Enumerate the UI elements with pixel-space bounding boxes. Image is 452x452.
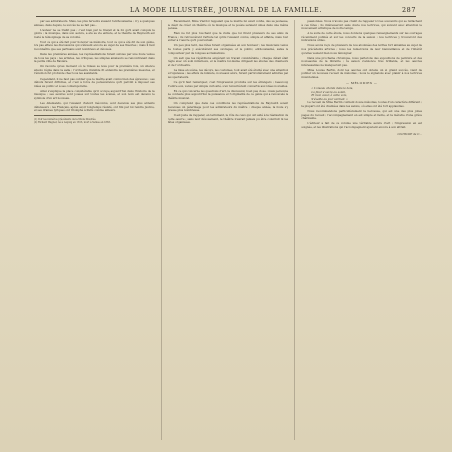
section-subheading: — MÉLODIES — <box>345 80 378 85</box>
paragraph: Nous avons reçu de plusieurs de nos abonnées des lettres fort aimables au sujet de nos précédents articles ; nous les remercions de leur bienveillance et de l'intérêt qu'elles veulent bien nous témoigner. <box>301 43 423 55</box>
page-number: 287 <box>402 6 416 14</box>
header-rule <box>36 16 416 17</box>
poem-line: La fleur s'ouvre au soleil, <box>311 89 346 94</box>
poem-line: S'éveille au jour vermeil. » <box>311 96 348 101</box>
paragraph: par ses admirateurs. Mais, les plus fervents avaient l'enthousiasme ; il y a quelques années, dans depuis, le succès ne se fait pas... <box>34 20 155 27</box>
paragraph: Tout ce qui a été fait pour honorer sa mémoire, tout ce qui a été dit de son génie, n'a pas effacé les discussions qui s'élèvent encore au sujet de ses théories ; mais il faut reconnaître que ses partisans sont nombreux et dévoués. <box>34 39 155 52</box>
paragraph: En ce qui concerne les questions d'art, la discussion n'est pas close ; mais personne ne conteste plus aujourd'hui la puissance et l'originalité de ce génie qui a renouvelé le théâtre musical. <box>167 88 289 100</box>
middle-column <box>168 20 289 440</box>
right-column <box>301 20 422 440</box>
footnote: (2) Richard Wagner, né à Leipzig en 1813, mort à Venise en 1883. <box>34 120 111 124</box>
paragraph: Un peu plus tard, des fêtes furent organisées en son honneur ; les musiciens venus de toutes parts y exécutèrent ses ouvrages, et le public, enthousiasmé, salua le compositeur par de longues acclamations. <box>167 43 289 55</box>
running-title: LA MODE ILLUSTRÉE, JOURNAL DE LA FAMILLE. <box>130 6 322 14</box>
paragraph: L'auteur ne se trahit pas ; c'est bien par le travail et la foi qu'il avait conquis la gloire ; la musique, dans son œuvre, a été sa vie entière, et le théâtre de Bayreuth est resté le témoignage de sa volonté. <box>34 27 155 39</box>
paragraph: L'éditeur a fait de ce volume une véritable œuvre d'art ; l'impression en est soignée, et les illustrations qui l'accompagnent ajoutent encore à son attrait. <box>301 121 423 129</box>
poem-line: Et mon cœur, à cette voix, <box>311 93 348 98</box>
paragraph: passionnés. Nous n'avons pas craint de rappeler ici les souvenirs qui se rattachent à ces fêtes ; ils intéresseront sans doute nos lectrices, qui suivent avec attention le mouvement artistique de notre temps. <box>301 20 423 31</box>
author-signoff: CLOTILDE de C… <box>397 132 423 137</box>
paragraph: La mise en scène, les décors, les costumes, tout avait été étudié avec une attention scrupuleuse ; les effets de lumière, nouveaux alors, furent particulièrement admirés par les spectateurs. <box>167 67 289 80</box>
paragraph: Ce qu'il faut remarquer, c'est l'impression produite sur les étrangers ; beaucoup d'entre eux, venus par simple curiosité, s'en retournèrent convertis aux idées nouvelles. <box>167 80 289 88</box>
left-column <box>34 20 155 440</box>
paragraph: On comprend que dans ces conditions les représentations de Bayreuth soient devenues un pèlerinage pour les admirateurs du maître ; chaque année, la foule s'y presse plus nombreuse. <box>167 101 289 113</box>
paragraph: Mme Louise Bertin, dont les œuvres ont obtenu un si grand succès, vient de publier un nouveau recueil de mélodies ; nous le signalons avec plaisir à nos lectrices musiciennes. <box>301 67 423 80</box>
paragraph: Récemment, Mme Viardot rappelait que le maître lui avait confié, dès sa jeunesse, le désir de créer un théâtre où la musique et la poésie seraient unies dans une même pensée. <box>167 20 289 31</box>
paragraph: Ainsi s'explique la place considérable qu'il occupe aujourd'hui dans l'histoire de la musique ; ses œuvres sont jouées sur toutes les scènes, et son nom est devenu le symbole d'un art nouveau. <box>34 88 155 100</box>
paragraph: Il est juste de rappeler, en terminant, le rôle de ceux qui ont aidé à la réalisation de cette œuvre ; sans leur dévouement, le théâtre n'aurait jamais pu être construit ni les fêtes organisées. <box>167 113 289 125</box>
paragraph: On raconte qu'au moment où le rideau se leva pour la première fois, un silence absolu régna dans la salle ; l'orchestre invisible fit entendre les premières mesures, et l'émotion fut profonde chez tous les assistants. <box>34 64 155 76</box>
poem-line: « L'oiseau chante dans le bois, <box>311 86 354 91</box>
footnote-rule <box>34 115 82 116</box>
paragraph: Les Allemands, qui l'avaient d'abord méconnu, sont devenus ses plus ardents défenseurs ; les Français, après avoir longtemps résisté, ont fini par lui rendre justice, et ses drames lyriques ont triomphé à Paris comme ailleurs. <box>34 101 155 113</box>
paragraph: Nous recommandons particulièrement la berceuse, qui est une des plus jolies pages du recueil ; l'accompagnement en est simple et facile, et la mélodie d'une grâce charmante. <box>301 109 423 121</box>
paragraph: Rien ne fut plus touchant que la visite que lui firent plusieurs de ses amis de France ; ils retrouvèrent l'artiste tel qu'ils l'avaient connu, simple et affable, mais tout entier à l'œuvre qu'il poursuivait. <box>167 31 289 43</box>
paragraph: Dans les premières années, les représentations furent suivies par une foule venue de tous les pays ; les artistes, les critiques, les simples amateurs se rencontraient dans la petite ville de Bavière. <box>34 52 155 64</box>
paragraph: On sait que les répétitions exigèrent un travail considérable ; chaque détail était réglé avec un soin minutieux, et le maître lui-même dirigeait les études des chanteurs et de l'orchestre. <box>167 55 289 67</box>
text-columns <box>34 20 422 440</box>
paragraph: Dans une prochaine chronique, nous parlerons des expositions de peinture et des nouveautés de la librairie ; la saison s'annonce très brillante, et les œuvres intéressantes ne manqueront pas. <box>301 55 423 67</box>
column-divider <box>161 20 162 440</box>
column-divider <box>294 20 295 440</box>
paragraph: A la suite de cette étude, nous donnons quelques renseignements sur les ouvrages récemment publiés et sur les concerts de la saison ; nos lectrices y trouveront des indications utiles. <box>301 31 423 43</box>
poem-excerpt <box>301 87 422 101</box>
paragraph: Le recueil de Mme Bertin contient douze mélodies, toutes d'un caractère différent ; la plupart ont été chantées dans les salons, où elles ont été fort applaudies. <box>301 100 423 108</box>
footnote: (1) Voir les numéros précédents de la Mode Illustrée. <box>34 117 97 121</box>
paragraph: Cependant, il ne faut pas oublier que le maître avait connu bien des épreuves ; ses débuts furent difficiles, et c'est à force de persévérance qu'il parvint à imposer ses idées au public et à ses contemporains. <box>34 76 155 88</box>
